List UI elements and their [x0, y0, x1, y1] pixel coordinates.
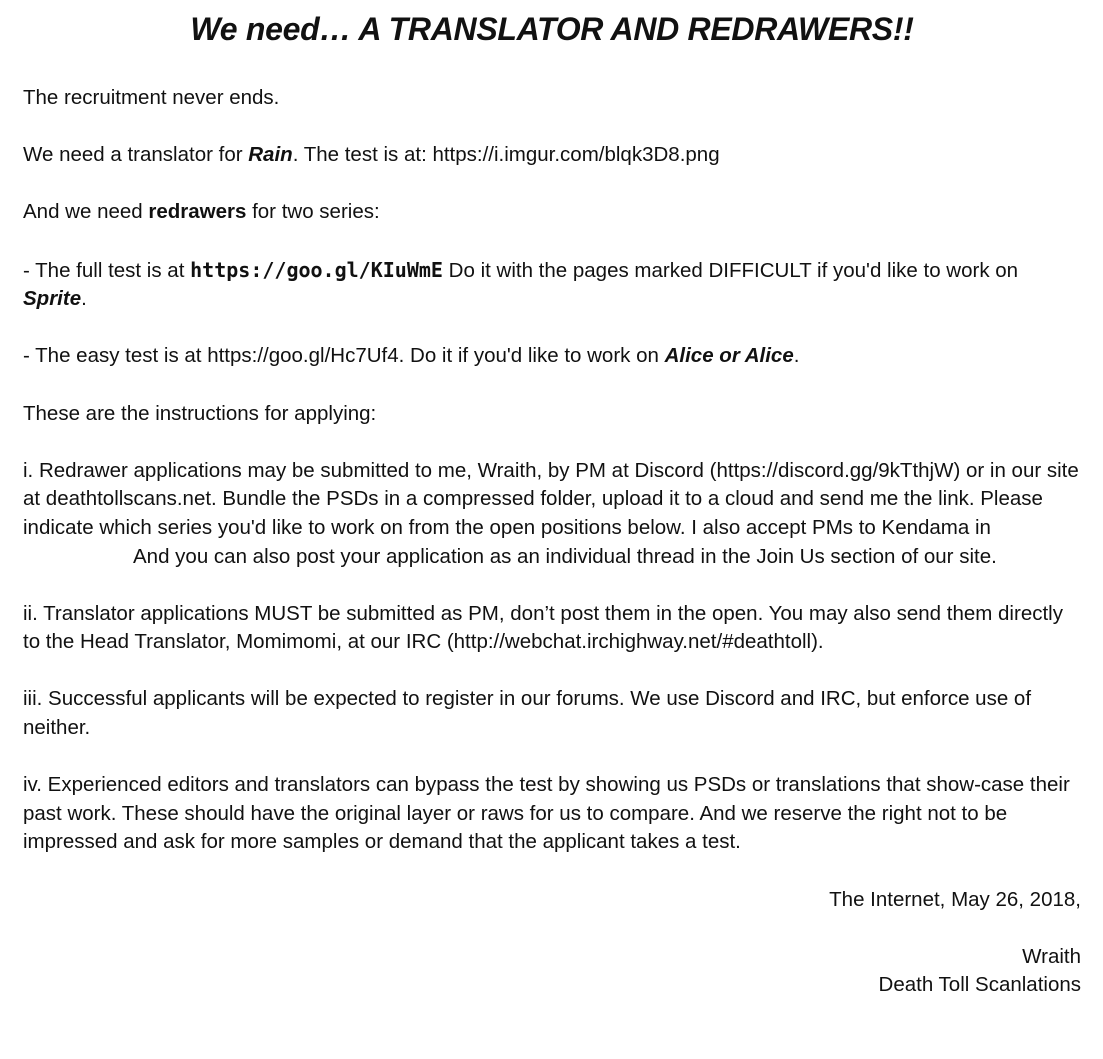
easy-test-text-after: .	[793, 344, 800, 368]
full-test-text-after: .	[81, 287, 87, 311]
full-test-text-middle: Do it with the pages marked DIFFICULT if you'd like to work on	[442, 258, 1019, 282]
signature-group: Death Toll Scanlations	[878, 973, 1081, 997]
rule-2-paragraph: ii. Translator applications MUST be submitted as PM, don’t post them in the open. You may also send them directly to the Head Translator, Momimomi, at our IRC (http://webchat.irchighway.net/#deathtoll).	[23, 601, 1063, 654]
document-body	[23, 84, 1081, 1000]
full-test-link: https://goo.gl/KIuWmE	[190, 257, 443, 282]
full-test-text-before: - The full test is at	[23, 258, 191, 282]
easy-test-paragraph	[23, 342, 1081, 371]
redrawers-bold: redrawers	[148, 200, 247, 224]
page-title: We need… A TRANSLATOR AND REDRAWERS!!	[190, 11, 914, 47]
translator-paragraph	[23, 141, 1081, 170]
intro-paragraph: The recruitment never ends.	[23, 86, 280, 109]
rule-1-paragraph	[23, 457, 1081, 571]
easy-test-text-before: - The easy test is at https://goo.gl/Hc7Uf4. Do it if you'd like to work on	[23, 344, 665, 368]
redrawers-text-before: And we need	[23, 200, 149, 224]
redrawers-text-after: for two series:	[246, 200, 380, 224]
rule-3-paragraph: iii. Successful applicants will be expected to register in our forums. We use Discord and IRC, but enforce use of neither.	[23, 687, 1032, 740]
redrawers-paragraph	[23, 198, 1081, 227]
series-sprite: Sprite	[23, 287, 82, 311]
signature-block	[23, 943, 1081, 1000]
rule-1-text-before: i. Redrawer applications may be submitted to me, Wraith, by PM at Discord (https://discord.gg/9kTthjW) or in our site at deathtollscans.net. Bundle the PSDs in a compressed folder, upload it to a cloud and send me the link. Please indicate which series you'd like to work on from the open positions below. I also accept PMs to Kendama in	[23, 458, 1079, 539]
instructions-heading: These are the instructions for applying:	[23, 401, 377, 425]
dateline: The Internet, May 26, 2018,	[829, 887, 1081, 911]
translator-text-before: We need a translator for	[23, 143, 249, 167]
full-test-paragraph	[23, 256, 1081, 314]
signature-name: Wraith	[1022, 944, 1081, 968]
series-alice: Alice or Alice	[664, 344, 794, 368]
translator-text-after: . The test is at: https://i.imgur.com/blqk3D8.png	[292, 143, 720, 167]
rule-1-text-after: And you can also post your application as an individual thread in the Join Us section of our site.	[133, 544, 997, 568]
series-rain: Rain	[248, 143, 293, 167]
rule-4-paragraph: iv. Experienced editors and translators can bypass the test by showing us PSDs or translations that show-case their past work. These should have the original layer or raws for us to compare. And we reserve the right not to be impressed and ask for more samples or demand that the applicant takes a test.	[23, 773, 1070, 854]
